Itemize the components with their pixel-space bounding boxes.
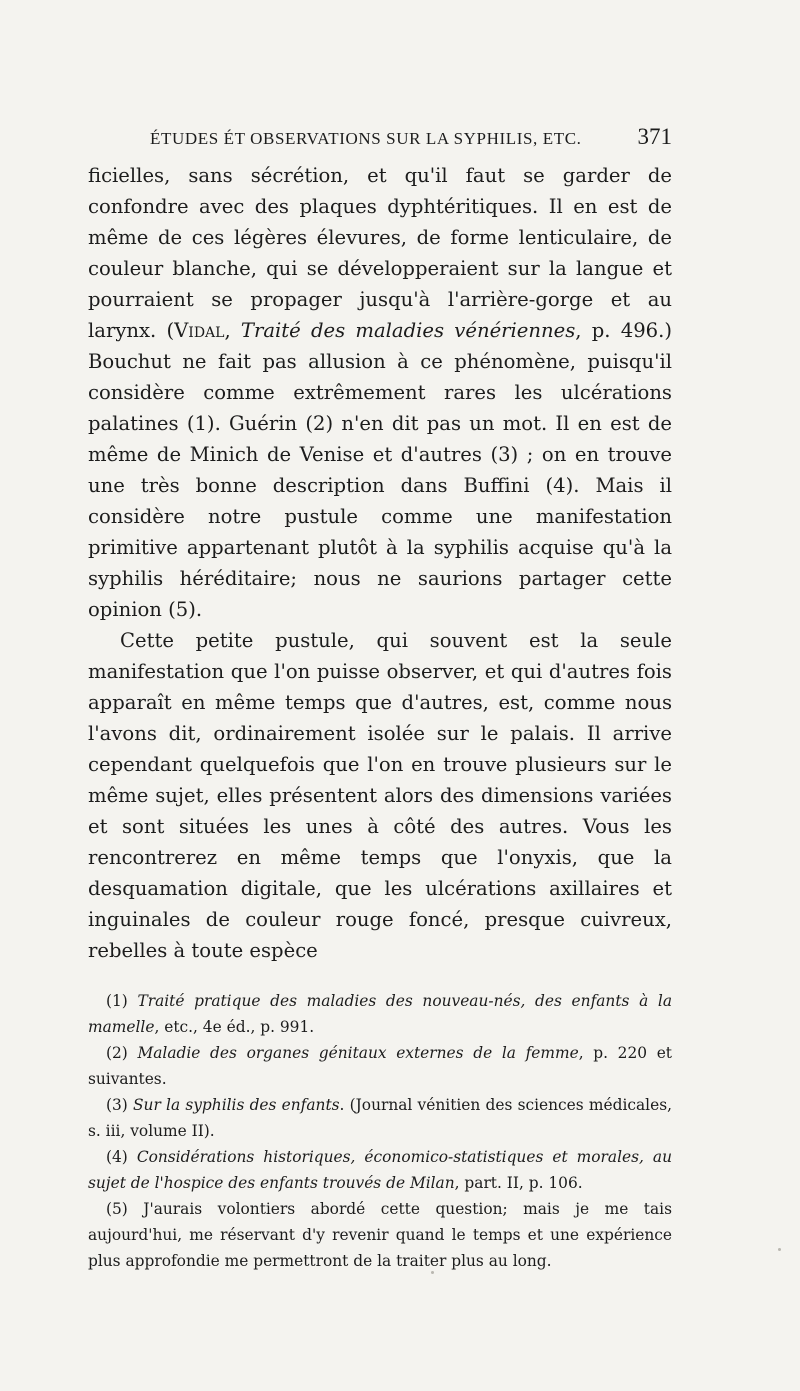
footnote-4-title: Considérations historiques, économico-statistiques et morales, au sujet de l'hospice des enfants trouvés de Milan	[88, 1148, 672, 1192]
footnote-1-mark: (1)	[106, 992, 138, 1010]
cited-work-title: Traité des maladies vénériennes	[240, 319, 576, 342]
author-name: Vidal	[174, 319, 225, 342]
paragraph-1	[88, 160, 672, 625]
running-title: ÉTUDES ÉT OBSERVATIONS SUR LA SYPHILIS, ETC.	[150, 129, 582, 148]
footnotes	[88, 988, 672, 1274]
footnote-1-rest: , etc., 4e éd., p. 991.	[154, 1018, 315, 1036]
footnote-5-mark: (5)	[106, 1200, 144, 1218]
footnote-3	[88, 1092, 672, 1144]
page-number: 371	[637, 124, 672, 149]
paper-speck	[431, 1271, 434, 1274]
running-header	[88, 124, 672, 160]
footnote-4-rest: , part. II, p. 106.	[454, 1174, 583, 1192]
footnote-5	[88, 1196, 672, 1274]
footnote-1-title: Traité pratique des maladies des nouveau-nés, des enfants à la mamelle	[88, 992, 672, 1036]
footnote-3-rest: . (Journal vénitien des sciences médicales, s. iii, volume II).	[88, 1096, 672, 1140]
paragraph-1-part-2: ,	[224, 319, 241, 342]
footnote-2-rest: , p. 220 et suivantes.	[88, 1044, 672, 1088]
paragraph-1-part-1: ficielles, sans sécrétion, et qu'il faut se garder de confondre avec des plaques dyphtéritiques. Il en est de même de ces légères élevures, de forme lenticulaire, de couleur blanche, qui se développeraient sur la langue et pourraient se propager jusqu'à l'arrière-gorge et au larynx. (	[88, 164, 672, 342]
footnote-3-title: Sur la syphilis des enfants	[133, 1096, 340, 1114]
footnote-2-mark: (2)	[106, 1044, 138, 1062]
paragraph-1-part-3: , p. 496.) Bouchut ne fait pas allusion à ce phénomène, puisqu'il considère comme extrêmement rares les ulcérations palatines (1). Guérin (2) n'en dit pas un mot. Il en est de même de Minich de Venise et d'autres (3) ; on en trouve une très bonne description dans Buffini (4). Mais il considère notre pustule comme une manifestation primitive appartenant plutôt à la syphilis acquise qu'à la syphilis héréditaire; nous ne saurions partager cette opinion (5).	[88, 319, 673, 621]
book-page	[88, 124, 672, 1274]
footnote-4	[88, 1144, 672, 1196]
footnote-1	[88, 988, 672, 1040]
paragraph-2: Cette petite pustule, qui souvent est la seule manifestation que l'on puisse observer, et qui d'autres fois apparaît en même temps que d'autres, est, comme nous l'avons dit, ordinairement isolée sur le palais. Il arrive cependant quelquefois que l'on en trouve plusieurs sur le même sujet, elles présentent alors des dimensions variées et sont situées les unes à côté des autres. Vous les rencontrerez en même temps que l'onyxis, que la desquamation digitale, que les ulcérations axillaires et inguinales de couleur rouge foncé, presque cuivreux, rebelles à toute espèce	[88, 629, 672, 962]
footnote-5-text: J'aurais volontiers abordé cette question; mais je me tais aujourd'hui, me réservant d'y revenir quand le temps et une expérience plus approfondie me permettront de la traiter plus au long.	[88, 1200, 672, 1270]
footnote-4-mark: (4)	[106, 1148, 137, 1166]
footnote-3-mark: (3)	[106, 1096, 134, 1114]
footnote-2-title: Maladie des organes génitaux externes de la femme	[137, 1044, 579, 1062]
footnote-2	[88, 1040, 672, 1092]
paper-speck	[778, 1248, 781, 1251]
main-text	[88, 160, 672, 966]
